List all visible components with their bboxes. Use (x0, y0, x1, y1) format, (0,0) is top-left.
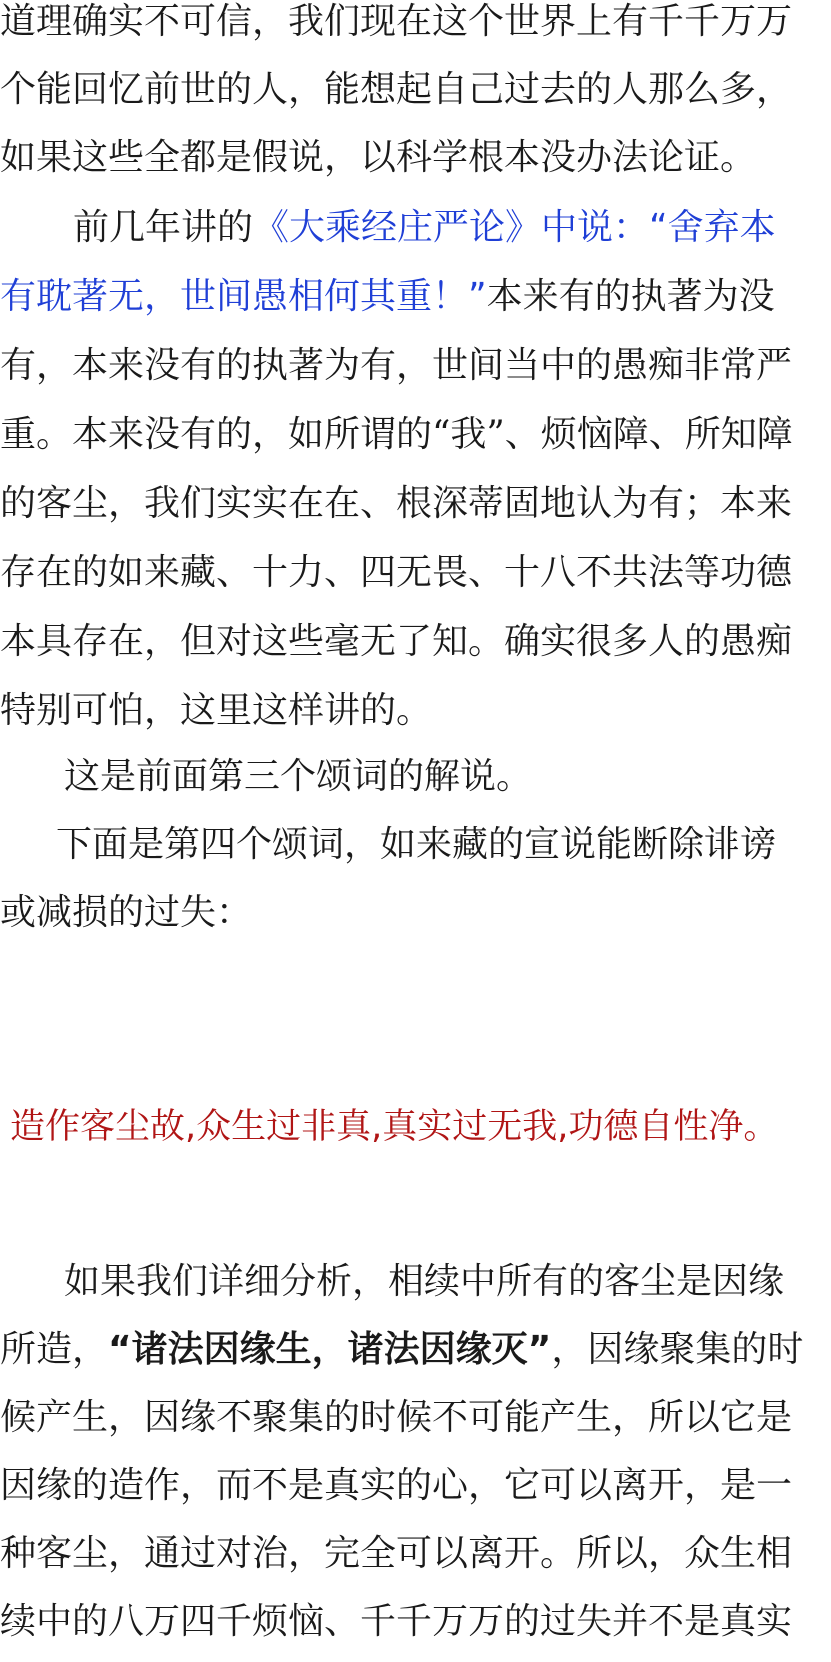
paragraph-2-line-7: 本具存在，但对这些毫无了知。确实很多人的愚痴 (0, 622, 793, 662)
paragraph-3-line-1: 这是前面第三个颂词的解说。 (64, 757, 533, 797)
paragraph-5-line-5: 种客尘，通过对治，完全可以离开。所以，众生相 (0, 1534, 793, 1574)
dependent-origination-quote: “诸法因缘生，诸法因缘灭” (108, 1330, 552, 1370)
paragraph-2-line-4: 重。本来没有的，如所谓的“我”、烦恼障、所知障 (0, 415, 793, 455)
paragraph-1-line-2: 个能回忆前世的人，能想起自己过去的人那么多， (0, 70, 793, 110)
paragraph-1-line-3: 如果这些全都是假说，以科学根本没办法论证。 (0, 138, 757, 178)
paragraph-2-line-3: 有，本来没有的执著为有，世间当中的愚痴非常严 (0, 346, 793, 386)
paragraph-4-line-1: 下面是第四个颂词，如来藏的宣说能断除诽谤 (56, 825, 777, 865)
paragraph-5-line-2-lead: 所造， (0, 1330, 109, 1370)
paragraph-5-line-2 (0, 1330, 831, 1370)
paragraph-5-line-4: 因缘的造作，而不是真实的心，它可以离开，是一 (0, 1466, 793, 1506)
paragraph-2-line-1 (73, 208, 831, 248)
paragraph-4-line-2: 或减损的过失： (0, 893, 253, 933)
paragraph-2-line-6: 存在的如来藏、十力、四无畏、十八不共法等功德 (0, 553, 793, 593)
scripture-quote: 《大乘经庄严论》中说：“舍弃本 (253, 208, 776, 248)
paragraph-1-line-1: 道理确实不可信，我们现在这个世界上有千千万万 (0, 2, 793, 42)
paragraph-2-line-5: 的客尘，我们实实在在、根深蒂固地认为有；本来 (0, 484, 793, 524)
paragraph-2-line-2-text: 本来有的执著为没 (486, 277, 775, 317)
paragraph-2-line-8: 特别可怕，这里这样讲的。 (0, 691, 433, 731)
scripture-quote-continued: 有耽著无，世间愚相何其重！” (0, 277, 487, 317)
paragraph-5-line-6: 续中的八万四千烦恼、千千万万的过失并不是真实 (0, 1602, 793, 1642)
paragraph-5-line-1: 如果我们详细分析，相续中所有的客尘是因缘 (64, 1262, 785, 1302)
paragraph-5-line-3: 候产生，因缘不聚集的时候不可能产生，所以它是 (0, 1398, 793, 1438)
paragraph-2-intro-text: 前几年讲的 (73, 208, 254, 248)
verse-text: 造作客尘故,众生过非真,真实过无我,功德自性净。 (10, 1107, 779, 1147)
paragraph-5-line-2-rest: ，因缘聚集的时 (551, 1330, 804, 1370)
paragraph-2-line-2 (0, 277, 831, 317)
